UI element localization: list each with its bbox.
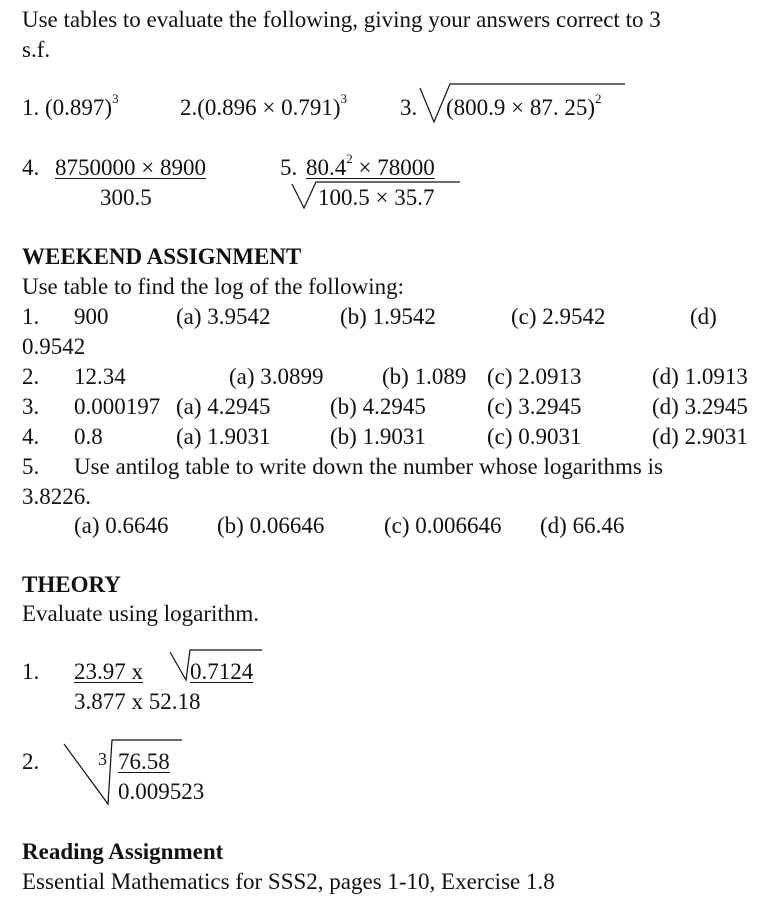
exercise-5-number: 5.	[280, 155, 298, 180]
intro-line-2: s.f.	[22, 37, 51, 62]
exercise-2-base: (0.896 × 0.791)	[197, 95, 341, 120]
option-b: (b) 4.2945	[330, 394, 426, 419]
exercise-4-number: 4.	[22, 155, 40, 180]
theory-1-denominator: 3.877 x 52.18	[74, 689, 201, 714]
exercise-5-denominator: 100.5 × 35.7	[318, 185, 435, 210]
theory-instruction: Evaluate using logarithm.	[22, 601, 259, 626]
exercise-5-numerator: $80.4^2 \times 78000$	[306, 151, 435, 180]
theory-1-numerator: 23.97 x	[74, 659, 143, 684]
exercise-1-number: 1.	[22, 95, 40, 120]
theory-heading: THEORY	[22, 572, 121, 597]
option-c: (c) 2.9542	[511, 304, 606, 329]
option-b: (b) 0.06646	[217, 513, 325, 538]
option-b: (b) 1.9031	[330, 424, 426, 449]
exercise-2-number: 2.	[180, 95, 198, 120]
weekend-heading: WEEKEND ASSIGNMENT	[22, 244, 302, 269]
exercise-4-denominator: 300.5	[100, 185, 152, 210]
option-c: (c) 2.0913	[487, 364, 582, 389]
exercise-1	[22, 91, 119, 120]
option-d: (d) 1.0913	[652, 364, 748, 389]
theory-2-root-index: 3	[98, 749, 107, 769]
option-c: (c) 3.2945	[487, 394, 582, 419]
option-c: (c) 0.9031	[487, 424, 582, 449]
theory-1-root-value: 0.7124	[190, 659, 254, 684]
option-c: (c) 0.006646	[384, 513, 502, 538]
reading-text: Essential Mathematics for SSS2, pages 1-10, Exercise 1.8	[22, 869, 555, 894]
reading-heading: Reading Assignment	[22, 839, 224, 864]
exercise-3-radicand: (800.9 × 87. 25)$^2$	[446, 91, 602, 120]
exercise-3-exponent: 2	[595, 91, 602, 106]
option-d: (d) 3.2945	[652, 394, 748, 419]
exercise-1-base: (0.897)	[45, 95, 113, 120]
exercise-3-number: 3.	[400, 95, 418, 120]
option-a: (a) 0.6646	[74, 513, 169, 538]
option-b: (b) 1.9542	[340, 304, 436, 329]
exercise-4-numerator: 8750000 × 8900	[55, 155, 206, 180]
option-a: (a) 1.9031	[176, 424, 271, 449]
theory-2-numerator: 76.58	[118, 749, 170, 774]
exercise-2-exponent: 3	[340, 91, 348, 106]
exercise-2	[180, 91, 348, 120]
exercise-5-exponent: 2	[346, 151, 353, 166]
option-a: (a) 3.0899	[229, 364, 324, 389]
option-a: (a) 4.2945	[176, 394, 271, 419]
option-d: (d) 2.9031	[652, 424, 748, 449]
intro-line-1: Use tables to evaluate the following, giving your answers correct to 3	[22, 7, 661, 32]
option-b: (b) 1.089	[382, 364, 467, 389]
exercise-1-exponent: 3	[112, 91, 119, 106]
theory-2-denominator: 0.009523	[118, 779, 205, 804]
weekend-instruction: Use table to find the log of the following:	[22, 274, 404, 299]
option-d-wrap: 0.9542	[22, 334, 86, 359]
option-a: (a) 3.9542	[176, 304, 271, 329]
option-d: (d) 66.46	[540, 513, 625, 538]
option-d: (d)	[690, 304, 717, 329]
